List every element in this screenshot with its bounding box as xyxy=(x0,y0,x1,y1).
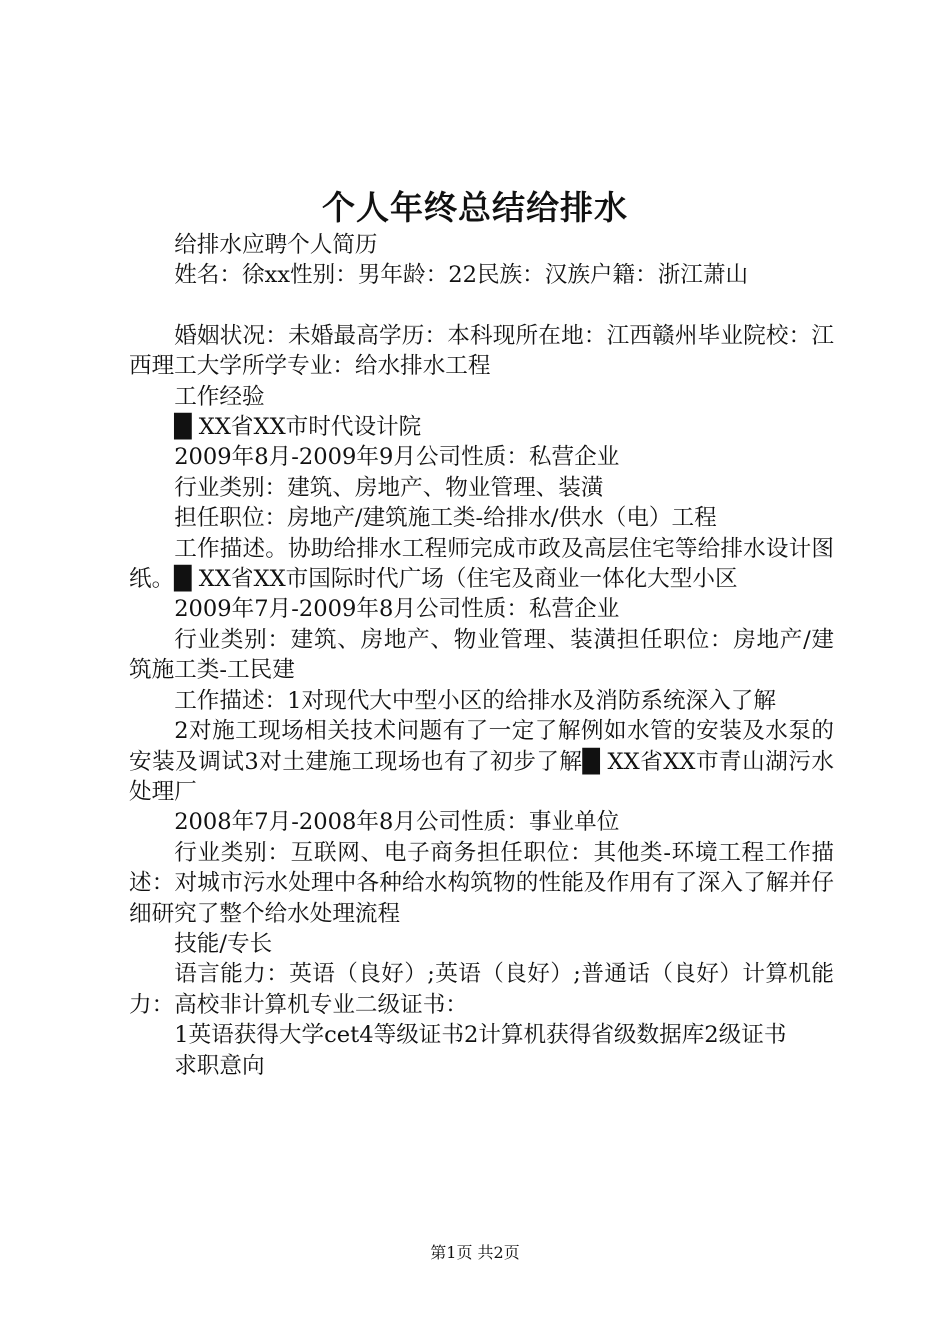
paragraph-description-2: 工作描述：1对现代大中型小区的给排水及消防系统深入了解 xyxy=(174,687,776,714)
page-number-footer: 第1页 共2页 xyxy=(430,1243,520,1262)
paragraph-industry-2: 行业类别：建筑、房地产、物业管理、装潢担任职位：房地产/建筑施工类-工民建 xyxy=(129,626,834,684)
paragraph-certificates: 1英语获得大学cet4等级证书2计算机获得省级数据库2级证书 xyxy=(174,1022,787,1049)
paragraph-education: 婚姻状况：未婚最高学历：本科现所在地：江西赣州毕业院校：江西理工大学所学专业：给水排水工程 xyxy=(129,322,834,380)
paragraph-language-skills: 语言能力：英语（良好）;英语（良好）;普通话（良好）计算机能力：高校非计算机专业二级证书： xyxy=(129,961,834,1018)
paragraph-skills-heading: 技能/专长 xyxy=(174,930,273,957)
paragraph-description-2-cont: 2对施工现场相关技术问题有了一定了解例如水管的安装及水泵的安装及调试3对土建施工现场也有了初步了解█ XX省XX市青山湖污水处理厂 xyxy=(129,718,834,805)
paragraph-industry-3: 行业类别：互联网、电子商务担任职位：其他类-环境工程工作描述：对城市污水处理中各种给水构筑物的性能及作用有了深入了解并仔细研究了整个给水处理流程 xyxy=(129,839,834,927)
paragraph-position-1: 担任职位：房地产/建筑施工类-给排水/供水（电）工程 xyxy=(174,505,717,532)
paragraph-job-intent-heading: 求职意向 xyxy=(174,1052,265,1079)
paragraph-period-1: 2009年8月-2009年9月公司性质：私营企业 xyxy=(174,444,620,471)
paragraph-period-3: 2008年7月-2008年8月公司性质：事业单位 xyxy=(174,809,620,836)
paragraph-description-1: 工作描述。协助给排水工程师完成市政及高层住宅等给排水设计图纸。█ XX省XX市国际时代广场（住宅及商业一体化大型小区 xyxy=(129,535,834,593)
document-body xyxy=(129,230,834,1081)
paragraph-blank xyxy=(129,291,834,321)
paragraph-employer-1: █ XX省XX市时代设计院 xyxy=(174,414,422,441)
paragraph-personal-info: 姓名：徐xx性别：男年龄：22民族：汉族户籍：浙江萧山 xyxy=(174,262,749,289)
paragraph-period-2: 2009年7月-2009年8月公司性质：私营企业 xyxy=(174,596,620,623)
paragraph-heading-resume: 给排水应聘个人简历 xyxy=(174,232,378,258)
document-title: 个人年终总结给排水 xyxy=(322,188,628,227)
paragraph-industry-1: 行业类别：建筑、房地产、物业管理、装潢 xyxy=(174,474,604,501)
paragraph-work-experience-heading: 工作经验 xyxy=(174,383,265,410)
